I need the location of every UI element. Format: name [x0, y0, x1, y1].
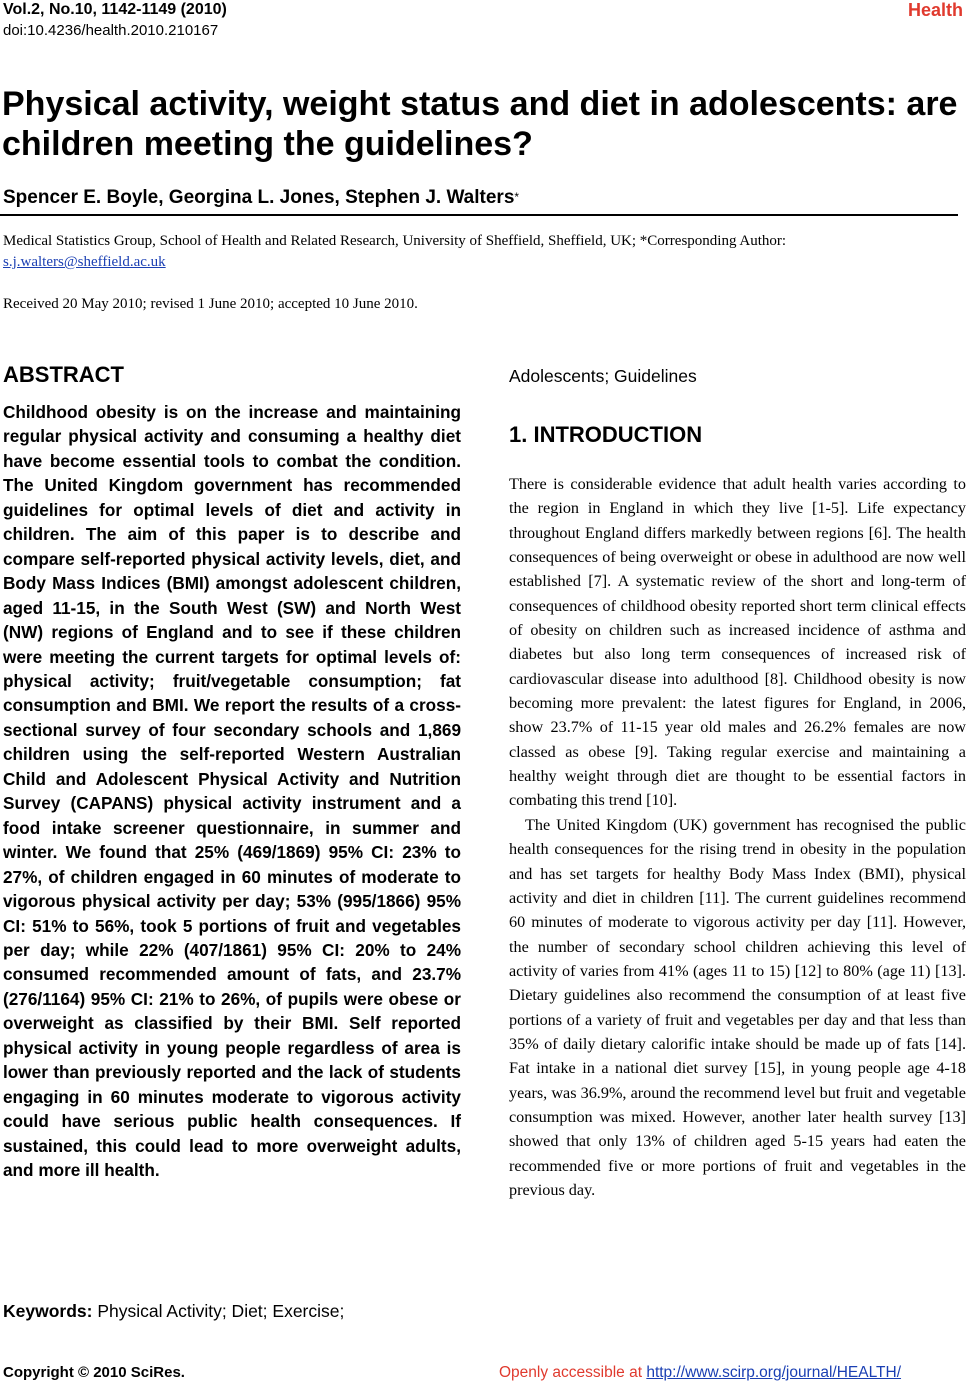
- journal-name: Health: [907, 0, 963, 20]
- intro-paragraph: The United Kingdom (UK) government has recognised the public health consequences for the rising trend in obesity in the population and has set targets for healthy Body Mass Index (BMI), physical activity and diet in children [11]. The current guidelines recommend 60 minutes of moderate to vigorous activity per day [11]. However, the number of secondary school children achieving this level of activity of varies from 41% (ages 11 to 15) [12] to 80% (age 11) [13]. Dietary guidelines also recommend the consumption of at least five portions of a variety of fruit and vegetables per day and that less than 35% of daily dietary calorific intake should be made up of fats [14]. Fat intake in a national diet survey [15], in young people age 4-18 years, was 36.9%, around the recommend level but fruit and vegetable consumption was mixed. However, another later health survey [13] showed that only 13% of children aged 5-15 years had eaten the recommended five or more portions of fruit and vegetables in the previous day.: [509, 815, 966, 1199]
- affiliation-text: Medical Statistics Group, School of Health and Related Research, University of Sheffield, Sheffield, UK; *Corresponding Author:: [3, 233, 787, 249]
- keywords-continued: Adolescents; Guidelines: [509, 366, 697, 386]
- author-email-link[interactable]: s.j.walters@sheffield.ac.uk: [3, 254, 166, 270]
- paper-title: Physical activity, weight status and diet in adolescents: are children meeting the guidelines?: [2, 85, 958, 163]
- abstract-heading: ABSTRACT: [3, 362, 124, 387]
- author-list: [3, 187, 519, 209]
- journal-url-link[interactable]: http://www.scirp.org/journal/HEALTH/: [646, 1364, 902, 1381]
- copyright: Copyright © 2010 SciRes.: [3, 1364, 185, 1381]
- keywords-label: Keywords:: [3, 1301, 93, 1321]
- received-dates: Received 20 May 2010; revised 1 June 2010; accepted 10 June 2010.: [3, 296, 418, 312]
- intro-paragraph: There is considerable evidence that adult health varies according to the region in England in which they live [1-5]. Life expectancy throughout England differs markedly between regions [6]. The health consequences of being overweight or obese in adulthood are now well established [7]. A systematic review of the short and long-term of consequences of childhood obesity reported short term clinical effects of obesity on children such as increased incidence of asthma and diabetes but also long term consequences of increased risk of cardiovascular disease into adulthood [8]. Childhood obesity is now becoming more prevalent: the latest figures for England, in 2006, show 23.7% of 11-15 year old males and 26.2% females are now classed as obese [9]. Taking regular exercise and maintaining a healthy weight through diet are thought to be essential factors in combating this trend [10].: [509, 475, 966, 810]
- author-names: Spencer E. Boyle, Georgina L. Jones, Stephen J. Walters: [3, 187, 515, 208]
- corresponding-marker: *: [514, 190, 520, 204]
- doi: doi:10.4236/health.2010.210167: [3, 22, 219, 39]
- keywords: [3, 1301, 344, 1322]
- affiliation: [3, 231, 963, 273]
- open-access-note: [499, 1364, 901, 1382]
- introduction-heading: 1. INTRODUCTION: [509, 422, 703, 447]
- introduction-body: [509, 472, 966, 1202]
- open-access-text: Openly accessible at: [499, 1364, 647, 1381]
- volume-info: Vol.2, No.10, 1142-1149 (2010): [3, 1, 227, 18]
- abstract-text: Childhood obesity is on the increase and maintaining regular physical activity and consuming a healthy diet have become essential tools to combat the condition. The United Kingdom government has recommended guidelines for optimal levels of diet and activity in children. The aim of this paper is to describe and compare self-reported physical activity levels, diet, and Body Mass Indices (BMI) amongst adolescent children, aged 11-15, in the South West (SW) and North West (NW) regions of England and to see if these children were meeting the current targets for optimal levels of: physical activity; fruit/vegetable consumption; fat consumption and BMI. We report the results of a cross-sectional survey of four secondary schools and 1,869 children using the self-reported Western Australian Child and Adolescent Physical Activity and Nutrition Survey (CAPANS) physical activity instrument and a food intake screener questionnaire, in summer and winter. We found that 25% (469/1869) 95% CI: 23% to 27%, of children engaged in 60 minutes of moderate to vigorous physical activity per day; 53% (995/1866) 95% CI: 51% to 56%, took 5 portions of fruit and vegetables per day; while 22% (407/1861) 95% CI: 20% to 24% consumed recommended amount of fats, and 23.7% (276/1164) 95% CI: 21% to 26%, of pupils were obese or overweight as classified by their BMI. Self reported physical activity in young people regardless of area is lower than previously reported and the lack of students engaging in 60 minutes moderate to vigorous activity could have serious public health consequences. If sustained, this could lead to more overweight adults, and more ill health.: [3, 402, 461, 1181]
- title-divider: [0, 214, 958, 216]
- keywords-list: Physical Activity; Diet; Exercise;: [97, 1301, 345, 1321]
